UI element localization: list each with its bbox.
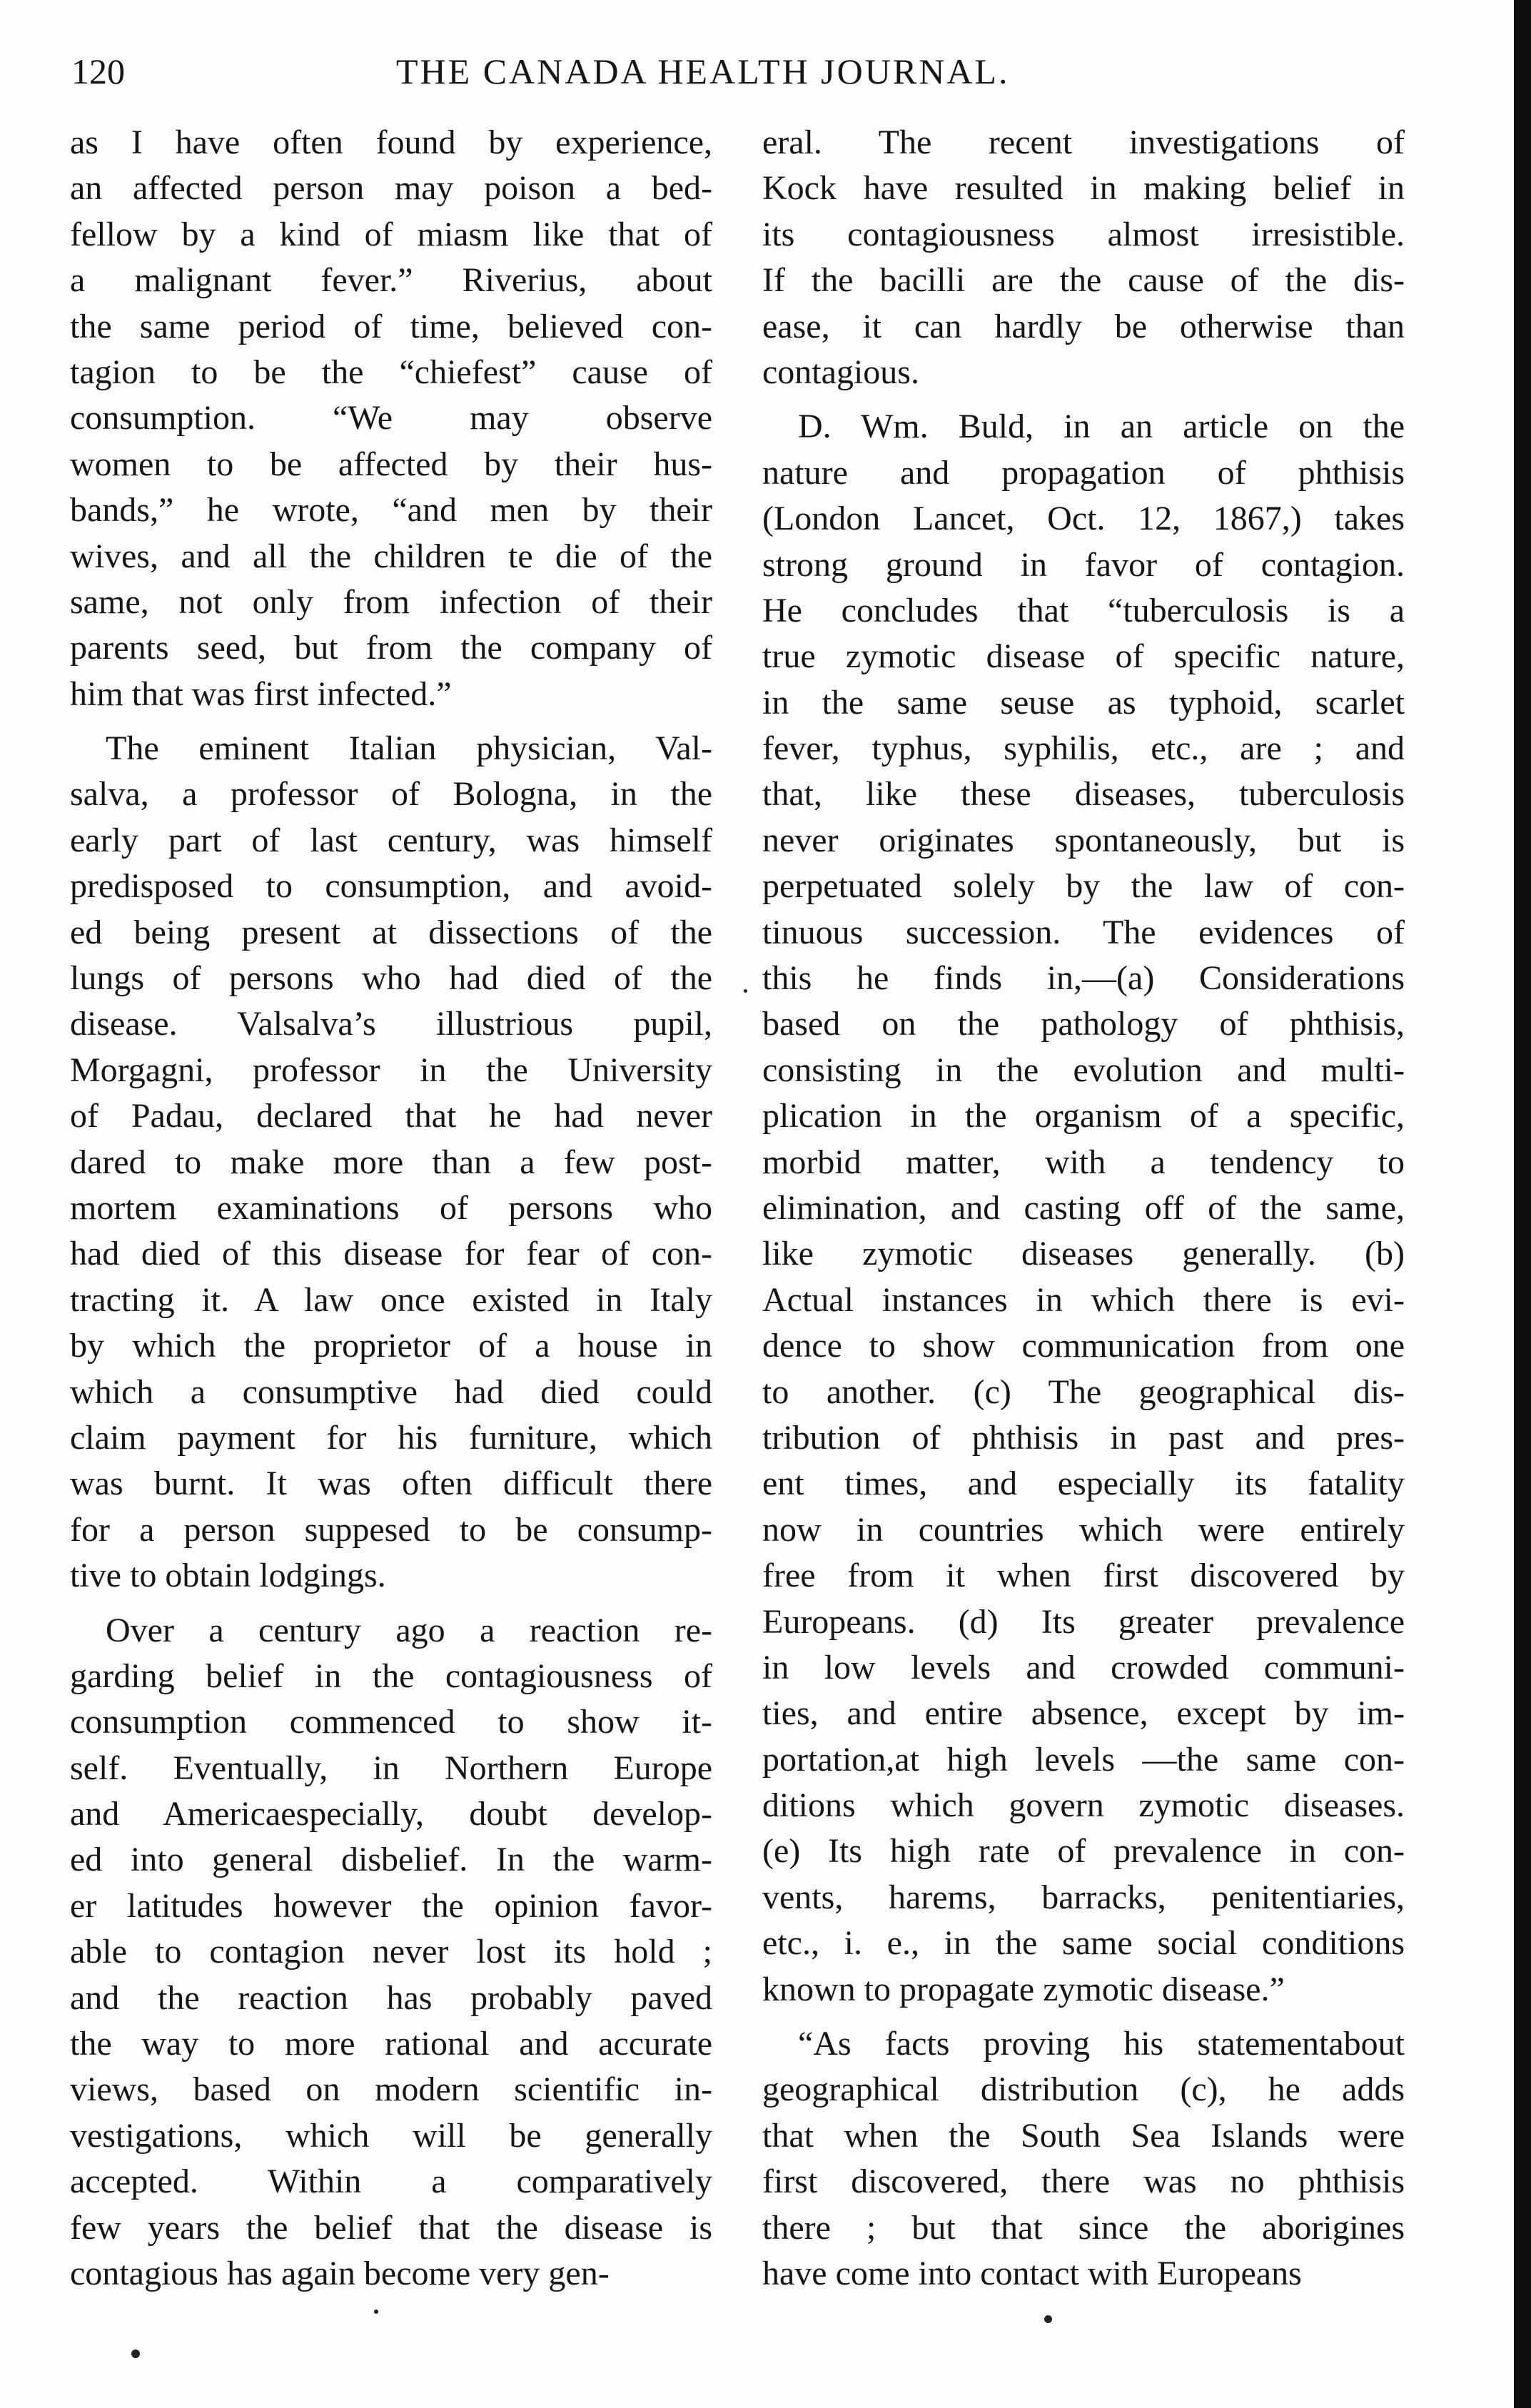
text-line: based on the pathology of phthisis, bbox=[762, 1005, 1405, 1043]
text-line: free from it when first discovered by bbox=[762, 1557, 1405, 1595]
paragraph-gap bbox=[762, 395, 1405, 404]
text-line: ease, it can hardly be otherwise than bbox=[762, 307, 1405, 345]
text-line: early part of last century, was himself bbox=[70, 821, 712, 859]
left-paragraph bbox=[70, 1608, 712, 2297]
text-line: contagious has again become very gen- bbox=[70, 2254, 610, 2292]
text-line: nature and propagation of phthisis bbox=[762, 453, 1405, 492]
right-column bbox=[762, 120, 1405, 2297]
text-line: that when the South Sea Islands were bbox=[762, 2116, 1405, 2155]
text-line: contagious. bbox=[762, 353, 919, 391]
text-line: and Americaespecially, doubt develop- bbox=[70, 1795, 712, 1833]
text-line: perpetuated solely by the law of con- bbox=[762, 867, 1405, 906]
scan-edge-bar bbox=[1514, 0, 1531, 2408]
ink-speck bbox=[374, 2310, 378, 2314]
right-paragraph bbox=[762, 404, 1405, 2013]
text-line: vents, harems, barracks, penitentiaries, bbox=[762, 1878, 1405, 1916]
text-line: for a person suppesed to be consump- bbox=[70, 1510, 712, 1549]
text-line: (e) Its high rate of prevalence in con- bbox=[762, 1832, 1405, 1871]
text-line: vestigations, which will be generally bbox=[70, 2116, 712, 2155]
text-line: lungs of persons who had died of the bbox=[70, 959, 712, 998]
text-line: ed into general disbelief. In the warm- bbox=[70, 1841, 712, 1879]
text-line: tinuous succession. The evidences of bbox=[762, 913, 1405, 951]
paragraph-gap bbox=[762, 2013, 1405, 2021]
paragraph-gap bbox=[70, 1599, 712, 1608]
text-line: was burnt. It was often difficult there bbox=[70, 1464, 712, 1503]
text-line: had died of this disease for fear of con- bbox=[70, 1235, 712, 1273]
text-line: morbid matter, with a tendency to bbox=[762, 1143, 1405, 1181]
text-line: views, based on modern scientific in- bbox=[70, 2070, 712, 2109]
text-line: this he finds in,—(a) Considerations bbox=[762, 959, 1405, 998]
text-line: women to be affected by their hus- bbox=[70, 445, 712, 483]
right-paragraph bbox=[762, 2021, 1405, 2297]
text-line: in low levels and crowded communi- bbox=[762, 1648, 1405, 1686]
text-line: known to propagate zymotic disease.” bbox=[762, 1970, 1285, 2008]
text-line: ties, and entire absence, except by im- bbox=[762, 1694, 1405, 1733]
text-line: consumption. “We may observe bbox=[70, 399, 712, 437]
text-line: strong ground in favor of contagion. bbox=[762, 545, 1405, 584]
text-line: the same period of time, believed con- bbox=[70, 307, 712, 345]
text-line: tagion to be the “chiefest” cause of bbox=[70, 353, 712, 391]
text-line: bands,” he wrote, “and men by their bbox=[70, 491, 712, 530]
left-paragraph bbox=[70, 120, 712, 717]
text-line: him that was first infected.” bbox=[70, 674, 452, 713]
left-paragraph bbox=[70, 726, 712, 1599]
text-line: which a consumptive had died could bbox=[70, 1372, 712, 1411]
text-line: never originates spontaneously, but is bbox=[762, 821, 1405, 859]
text-line: dence to show communication from one bbox=[762, 1327, 1405, 1365]
text-line: tribution of phthisis in past and pres- bbox=[762, 1418, 1405, 1457]
text-line: He concludes that “tuberculosis is a bbox=[762, 591, 1405, 629]
text-line: er latitudes however the opinion favor- bbox=[70, 1886, 712, 1925]
paragraph-gap bbox=[70, 717, 712, 726]
text-line: like zymotic diseases generally. (b) bbox=[762, 1235, 1405, 1273]
text-line: plication in the organism of a specific, bbox=[762, 1097, 1405, 1135]
text-line: claim payment for his furniture, which bbox=[70, 1418, 712, 1457]
text-line: self. Eventually, in Northern Europe bbox=[70, 1749, 712, 1787]
text-line: consumption commenced to show it- bbox=[70, 1703, 712, 1741]
left-column bbox=[70, 120, 712, 2297]
text-line: its contagiousness almost irresistible. bbox=[762, 215, 1405, 253]
text-line: Morgagni, professor in the University bbox=[70, 1051, 712, 1089]
text-line: ditions which govern zymotic diseases. bbox=[762, 1786, 1405, 1825]
text-line: able to contagion never lost its hold ; bbox=[70, 1933, 712, 1971]
text-line: a malignant fever.” Riverius, about bbox=[70, 261, 712, 300]
text-line: geographical distribution (c), he adds bbox=[762, 2070, 1405, 2109]
text-line: portation,at high levels —the same con- bbox=[762, 1740, 1405, 1779]
text-line: that, like these diseases, tuberculosis bbox=[762, 775, 1405, 814]
text-line: fever, typhus, syphilis, etc., are ; and bbox=[762, 729, 1405, 768]
text-line: tive to obtain lodgings. bbox=[70, 1557, 386, 1595]
text-line: have come into contact with Europeans bbox=[762, 2254, 1302, 2292]
ink-speck bbox=[744, 989, 747, 993]
text-line: “As facts proving his statementabout bbox=[798, 2025, 1405, 2063]
text-line: consisting in the evolution and multi- bbox=[762, 1051, 1405, 1089]
right-paragraph bbox=[762, 120, 1405, 395]
journal-title: THE CANADA HEALTH JOURNAL. bbox=[396, 51, 1010, 91]
text-line: an affected person may poison a bed- bbox=[70, 169, 712, 208]
text-line: etc., i. e., in the same social conditions bbox=[762, 1924, 1405, 1963]
text-line: to another. (c) The geographical dis- bbox=[762, 1372, 1405, 1411]
text-line: true zymotic disease of specific nature, bbox=[762, 637, 1405, 676]
text-line: garding belief in the contagiousness of bbox=[70, 1656, 712, 1695]
text-line: salva, a professor of Bologna, in the bbox=[70, 775, 712, 814]
text-line: ed being present at dissections of the bbox=[70, 913, 712, 951]
text-line: Actual instances in which there is evi- bbox=[762, 1280, 1405, 1319]
ink-speck bbox=[1044, 2315, 1052, 2323]
text-line: eral. The recent investigations of bbox=[762, 123, 1405, 161]
text-line: Europeans. (d) Its greater prevalence bbox=[762, 1602, 1405, 1641]
text-line: fellow by a kind of miasm like that of bbox=[70, 215, 712, 253]
text-line: D. Wm. Buld, in an article on the bbox=[798, 408, 1405, 446]
text-line: Kock have resulted in making belief in bbox=[762, 169, 1405, 208]
ink-speck bbox=[131, 2349, 140, 2358]
text-line: the way to more rational and accurate bbox=[70, 2025, 712, 2063]
text-line: If the bacilli are the cause of the dis- bbox=[762, 261, 1405, 300]
text-line: as I have often found by experience, bbox=[70, 123, 712, 161]
text-line: parents seed, but from the company of bbox=[70, 629, 712, 667]
text-line: ent times, and especially its fatality bbox=[762, 1464, 1405, 1503]
text-line: elimination, and casting off of the same, bbox=[762, 1188, 1405, 1227]
text-line: first discovered, there was no phthisis bbox=[762, 2162, 1405, 2201]
text-line: disease. Valsalva’s illustrious pupil, bbox=[70, 1005, 712, 1043]
text-line: predisposed to consumption, and avoid- bbox=[70, 867, 712, 906]
text-line: of Padau, declared that he had never bbox=[70, 1097, 712, 1135]
text-line: wives, and all the children te die of the bbox=[70, 537, 712, 575]
text-line: few years the belief that the disease is bbox=[70, 2208, 712, 2247]
text-line: tracting it. A law once existed in Italy bbox=[70, 1280, 712, 1319]
text-line: mortem examinations of persons who bbox=[70, 1188, 712, 1227]
text-line: now in countries which were entirely bbox=[762, 1510, 1405, 1549]
text-line: and the reaction has probably paved bbox=[70, 1978, 712, 2017]
text-line: by which the proprietor of a house in bbox=[70, 1327, 712, 1365]
text-line: The eminent Italian physician, Val- bbox=[106, 729, 712, 768]
text-line: accepted. Within a comparatively bbox=[70, 2162, 712, 2201]
text-line: in the same seuse as typhoid, scarlet bbox=[762, 683, 1405, 722]
text-line: same, not only from infection of their bbox=[70, 582, 712, 621]
text-line: there ; but that since the aborigines bbox=[762, 2208, 1405, 2247]
text-line: (London Lancet, Oct. 12, 1867,) takes bbox=[762, 500, 1405, 538]
text-line: dared to make more than a few post- bbox=[70, 1143, 712, 1181]
page-number: 120 bbox=[71, 51, 125, 91]
running-head bbox=[71, 34, 1413, 106]
text-line: Over a century ago a reaction re- bbox=[106, 1611, 712, 1649]
